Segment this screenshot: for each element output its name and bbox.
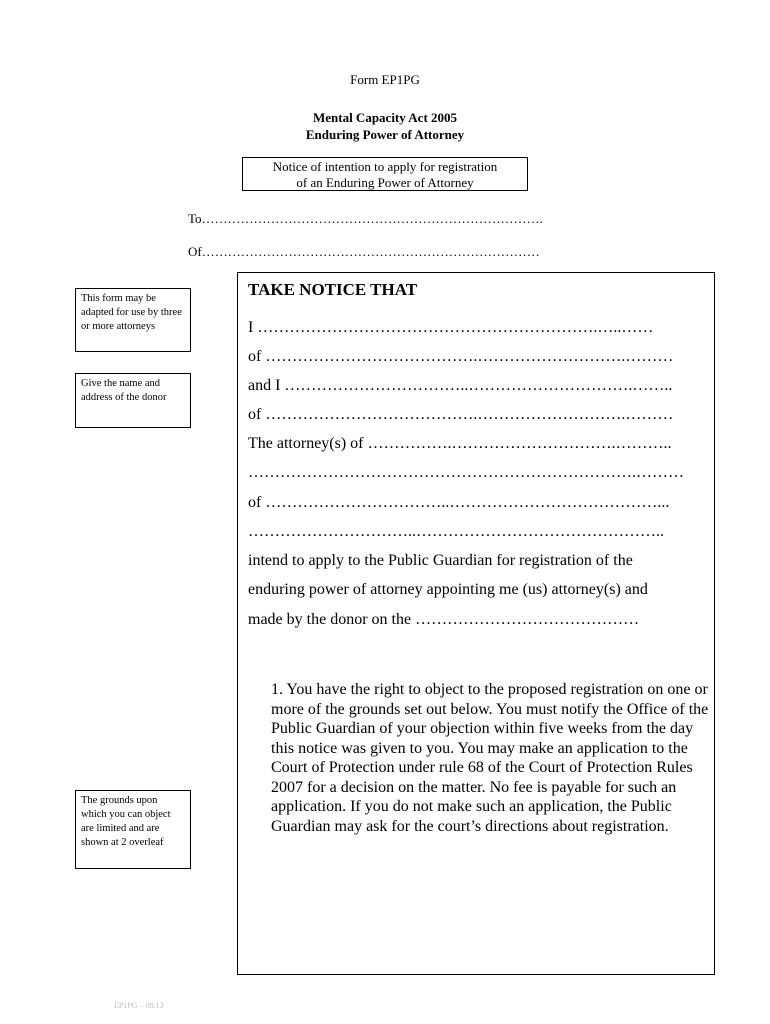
attorneys-continuation-field[interactable]: ……………………………………………………………….……… <box>248 464 684 481</box>
side-note-grounds: The grounds upon which you can object are limited and are shown at 2 overleaf <box>75 790 191 869</box>
donor-date-field[interactable]: made by the donor on the …………………………………… <box>248 611 640 628</box>
to-field[interactable]: To……………………………………………………………………. <box>188 211 543 226</box>
act-title-line: Mental Capacity Act 2005 <box>312 110 458 125</box>
donor-address-continuation-field[interactable]: …………………………..……………………………………….. <box>248 523 664 540</box>
attorney-address-field[interactable]: of ………………………………….……………………….……… <box>248 348 674 365</box>
attorneys-of-field[interactable]: The attorney(s) of …………….………………………….……….. <box>248 435 672 452</box>
act-title <box>0 109 770 143</box>
take-notice-heading: TAKE NOTICE THAT <box>248 280 418 299</box>
act-subtitle-line: Enduring Power of Attorney <box>305 127 465 142</box>
footer-code: EP1PG – 08.13 <box>114 1001 164 1010</box>
of-field[interactable]: Of…………………………………………………………………… <box>188 244 540 259</box>
side-note-donor: Give the name and address of the donor <box>75 373 191 428</box>
second-attorney-address-field[interactable]: of ………………………………….……………………….……… <box>248 406 674 423</box>
attorney-name-field[interactable]: I ……………………………………………………….…..…… <box>248 319 654 336</box>
intent-paragraph-line1: intend to apply to the Public Guardian for registration of the <box>248 552 633 569</box>
donor-address-field[interactable]: of ……………………………..…………………………………... <box>248 494 670 511</box>
form-id: Form EP1PG <box>350 72 420 87</box>
notice-title-line2: of an Enduring Power of Attorney <box>296 175 474 190</box>
notice-title-line1: Notice of intention to apply for registration <box>272 159 498 174</box>
side-note-attorneys: This form may be adapted for use by three or more attorneys <box>75 288 191 352</box>
intent-paragraph-line2: enduring power of attorney appointing me (us) attorney(s) and <box>248 581 648 598</box>
right-to-object-paragraph: 1. You have the right to object to the proposed registration on one or more of the grounds set out below. You must notify the Office of the Public Guardian of your objection within five weeks from the day this notice was given to you. You may make an application to the Court of Protection under rule 68 of the Court of Protection Rules 2007 for a decision on the matter. No fee is payable for such an application. If you do not make such an application, the Public Guardian may ask for the court’s directions about registration. <box>271 681 709 835</box>
second-attorney-name-field[interactable]: and I ……………………………..………………………….…….. <box>248 377 673 394</box>
notice-title-box <box>242 157 528 191</box>
